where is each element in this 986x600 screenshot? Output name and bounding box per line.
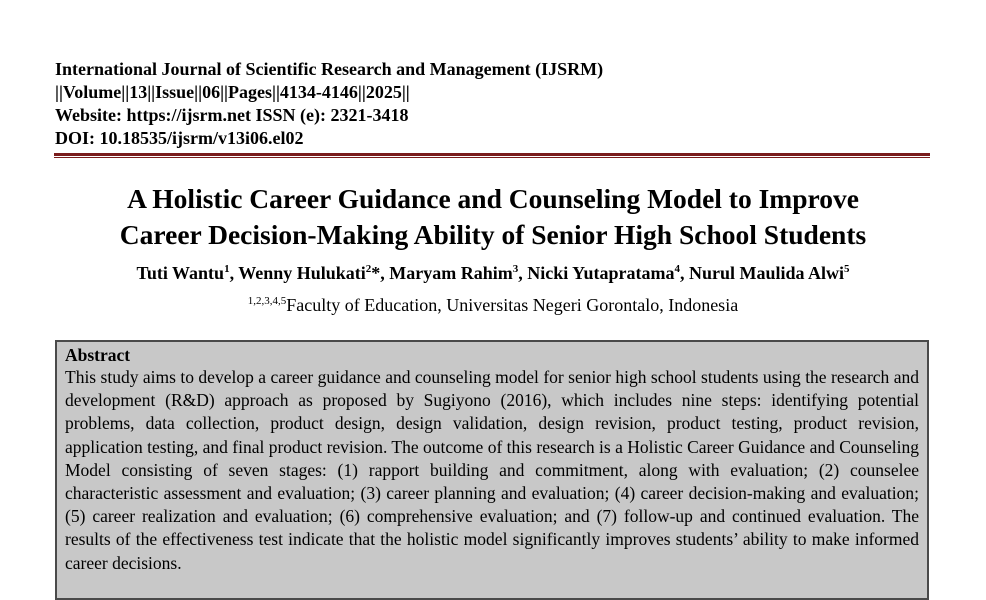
- author-name: Wenny Hulukati: [238, 263, 366, 283]
- corresponding-author-mark: *: [371, 263, 381, 283]
- author-separator: ,: [679, 263, 689, 283]
- header-divider-thick: [54, 153, 930, 156]
- author-name: Tuti Wantu: [136, 263, 225, 283]
- paper-title-line-1: A Holistic Career Guidance and Counseling Model to Improve: [127, 183, 859, 214]
- author-separator: ,: [229, 263, 239, 283]
- journal-name: International Journal of Scientific Research and Management (IJSRM): [55, 59, 604, 79]
- author-affiliation-mark: 2: [365, 263, 372, 275]
- affiliation-line: [40, 294, 946, 316]
- author-separator: ,: [518, 263, 528, 283]
- author-name: Nurul Maulida Alwi: [688, 263, 844, 283]
- affiliation-text: Faculty of Education, Universitas Negeri Gorontalo, Indonesia: [286, 295, 739, 315]
- author-affiliation-mark: 4: [674, 263, 680, 275]
- affiliation-marks: 1,2,3,4,5: [247, 295, 287, 307]
- author-name: Nicki Yutapratama: [527, 263, 675, 283]
- author-separator: ,: [380, 263, 390, 283]
- journal-volume-line: ||Volume||13||Issue||06||Pages||4134-4146||2025||: [55, 82, 410, 102]
- author-affiliation-mark: 5: [844, 263, 850, 275]
- journal-doi-line: DOI: 10.18535/ijsrm/v13i06.el02: [55, 128, 304, 148]
- paper-title-line-2: Career Decision-Making Ability of Senior High School Students: [119, 219, 867, 250]
- abstract-text: This study aims to develop a career guidance and counseling model for senior high school students using the research and development (R&D) approach as proposed by Sugiyono (2016), which includes nine steps: identifying potential problems, data collection, product design, design validation, design revision, product testing, product revision, application testing, and final product revision. The outcome of this research is a Holistic Career Guidance and Counseling Model consisting of seven stages: (1) rapport building and commitment, along with evaluation; (2) counselee characteristic assessment and evaluation; (3) career planning and evaluation; (4) career decision-making and evaluation; (5) career realization and evaluation; (6) comprehensive evaluation; and (7) follow-up and continued evaluation. The results of the effectiveness test indicate that the holistic model significantly improves students’ ability to make informed career decisions.: [65, 367, 919, 573]
- author-affiliation-mark: 1: [224, 263, 230, 275]
- author-affiliation-mark: 3: [512, 263, 519, 275]
- journal-header: [55, 58, 603, 150]
- paper-title: [40, 181, 946, 253]
- abstract-heading: Abstract: [65, 345, 131, 365]
- author-list: [40, 262, 946, 284]
- abstract-box: [55, 340, 929, 600]
- journal-website-line: Website: https://ijsrm.net ISSN (e): 2321-3418: [55, 105, 409, 125]
- author-name: Maryam Rahim: [389, 263, 513, 283]
- header-divider-thin: [54, 157, 930, 158]
